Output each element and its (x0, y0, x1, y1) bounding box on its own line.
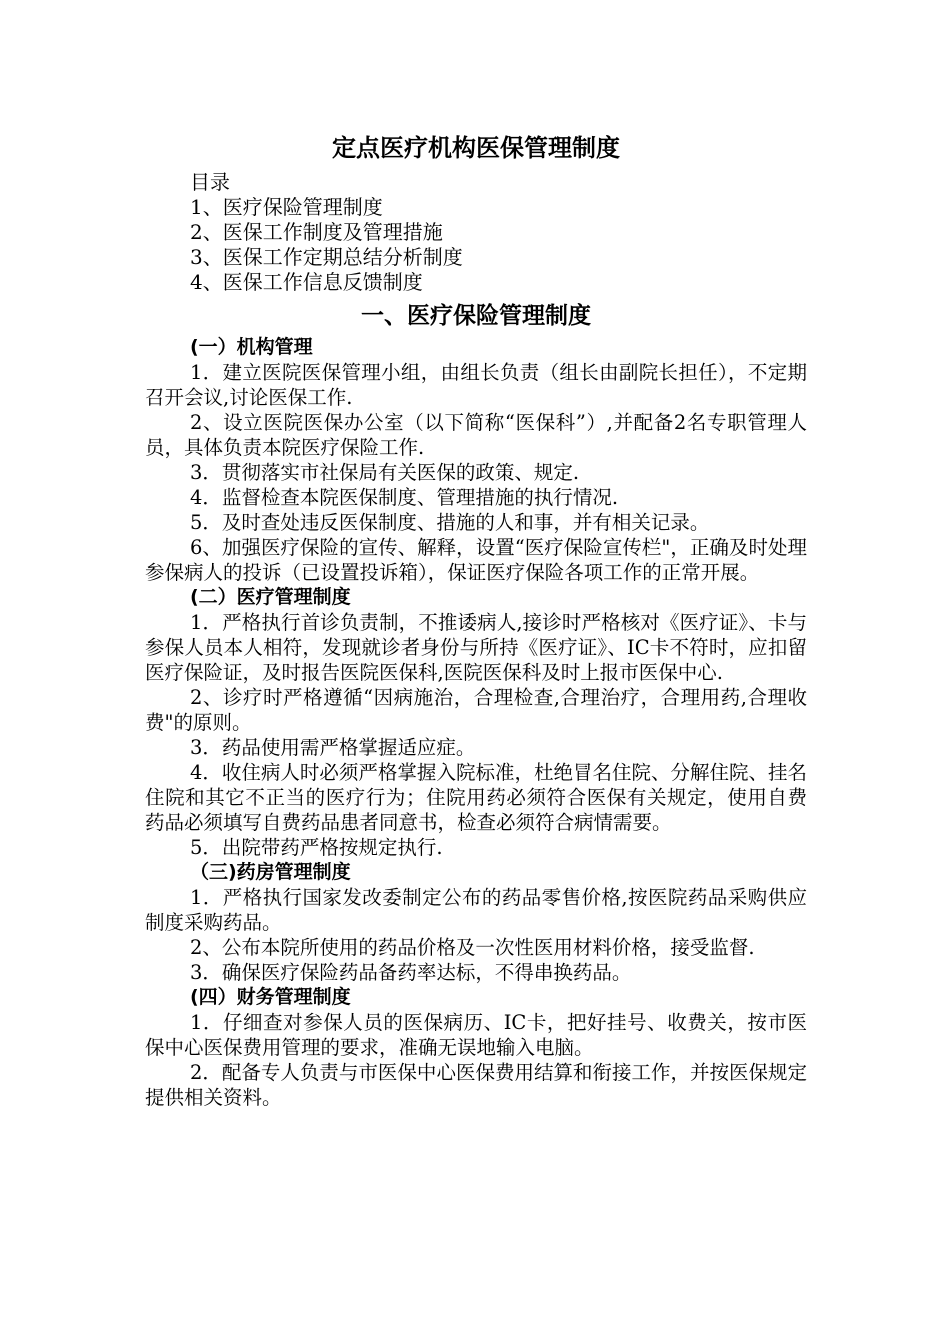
subsection-title: (四）财务管理制度 (190, 986, 351, 1008)
paragraph: 1．严格执行首诊负责制，不推诿病人,接诊时严格核对《医疗证》、卡与参保人员本人相符，发现就诊者身份与所持《医疗证》、IC卡不符时，应扣留医疗保险证，及时报告医院医保科,医院医保科及时上报市医保中心. (145, 611, 807, 684)
paragraph: 4．收住病人时必须严格掌握入院标准，杜绝冒名住院、分解住院、挂名住院和其它不正当的医疗行为；住院用药必须符合医保有关规定，使用自费药品必须填写自费药品患者同意书，检查必须符合病情需要。 (145, 761, 807, 834)
toc-item: 3、医保工作定期总结分析制度 (190, 245, 463, 269)
paragraph: 6、加强医疗保险的宣传、解释，设置“医疗保险宣传栏"，正确及时处理参保病人的投诉（已设置投诉箱），保证医疗保险各项工作的正常开展。 (145, 536, 807, 584)
document-page (145, 130, 807, 1110)
paragraph: 1．建立医院医保管理小组，由组长负责（组长由副院长担任），不定期召开会议,讨论医保工作. (145, 361, 807, 409)
toc-item: 2、医保工作制度及管理措施 (190, 220, 443, 244)
paragraph: 4．监督检查本院医保制度、管理措施的执行情况. (190, 486, 619, 509)
paragraph: 2、诊疗时严格遵循“因病施治，合理检查,合理治疗，合理用药,合理收费"的原则。 (145, 686, 807, 734)
toc-item: 1、医疗保险管理制度 (190, 195, 383, 219)
paragraph: 3．贯彻落实市社保局有关医保的政策、规定. (190, 461, 580, 484)
paragraph: 1．严格执行国家发改委制定公布的药品零售价格,按医院药品采购供应制度采购药品。 (145, 886, 807, 934)
toc-heading: 目录 (190, 170, 230, 194)
subsection-title: (二）医疗管理制度 (190, 586, 351, 608)
toc-item: 4、医保工作信息反馈制度 (190, 270, 423, 294)
paragraph: 5．及时查处违反医保制度、措施的人和事，并有相关记录。 (190, 511, 710, 534)
document-title: 定点医疗机构医保管理制度 (332, 134, 620, 162)
subsection-institution (145, 335, 807, 585)
paragraph: 3．确保医疗保险药品备药率达标，不得串换药品。 (190, 961, 632, 984)
section-title: 一、医疗保险管理制度 (361, 303, 591, 329)
subsection-pharmacy (145, 860, 807, 985)
paragraph: 2．配备专人负责与市医保中心医保费用结算和衔接工作，并按医保规定提供相关资料。 (145, 1061, 807, 1109)
paragraph: 2、公布本院所使用的药品价格及一次性医用材料价格，接受监督. (190, 936, 755, 959)
paragraph: 5．出院带药严格按规定执行. (190, 836, 443, 859)
paragraph: 1．仔细查对参保人员的医保病历、IC卡，把好挂号、收费关，按市医保中心医保费用管理的要求，准确无误地输入电脑。 (145, 1011, 807, 1059)
subsection-finance (145, 985, 807, 1110)
subsection-medical (145, 585, 807, 860)
paragraph: 3．药品使用需严格掌握适应症。 (190, 736, 476, 759)
subsection-title: (一）机构管理 (190, 336, 313, 358)
subsection-title: （三)药房管理制度 (190, 861, 351, 883)
paragraph: 2、设立医院医保办公室（以下简称“医保科”）,并配备2名专职管理人员，具体负责本院医疗保险工作. (145, 411, 807, 459)
table-of-contents (145, 170, 807, 295)
